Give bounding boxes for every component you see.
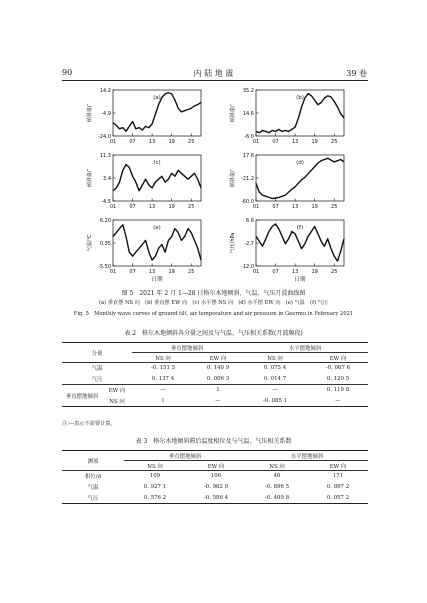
x-tick-label: 13 xyxy=(291,139,299,145)
table3-row-label: 气压 xyxy=(87,495,99,502)
figure-caption-cn: 图 5 2021 年 2 月 1—28 日格尔木地倾斜、气温、气压月波曲线图 xyxy=(121,290,306,297)
table3-subcol: EW 向 xyxy=(207,463,225,470)
table2 xyxy=(62,342,368,407)
table2-cell: 1 xyxy=(216,387,220,394)
y-axis-label: 气压/hPa xyxy=(230,232,236,254)
y-axis-label: 气温/℃ xyxy=(87,234,93,252)
series-line xyxy=(113,165,201,191)
table2-row-label: EW 向 xyxy=(108,388,126,395)
x-tick-label: 13 xyxy=(148,139,156,145)
table2-subcol: EW 向 xyxy=(329,355,347,362)
x-tick-label: 01 xyxy=(109,204,117,210)
x-tick-label: 13 xyxy=(291,269,299,275)
y-tick-label: -12.0 xyxy=(241,264,254,270)
table2-cell: 0. 120 5 xyxy=(326,375,350,382)
table3-cell: 0. 576 2 xyxy=(143,494,167,501)
y-tick-label: 17.6 xyxy=(242,153,254,159)
table3-cell: 109 xyxy=(149,473,161,480)
table3-cell: -0. 962 9 xyxy=(203,484,229,490)
table2-cell: 0. 006 3 xyxy=(206,375,230,382)
x-tick-label: 19 xyxy=(168,139,175,145)
table2-cell: — xyxy=(335,397,341,404)
table3-col-group1: 垂直摆地倾斜 xyxy=(124,451,246,461)
y-tick-label: 14.2 xyxy=(99,88,111,94)
x-tick-label: 01 xyxy=(252,204,260,210)
table2-subcol: NS 向 xyxy=(267,355,283,362)
y-tick-label: -5.50 xyxy=(98,264,111,270)
figure-legend-cn: (a) 垂直摆 NS 向 (b) 垂直摆 EW 向 (c) 水平摆 NS 向 (d) 水平摆 EW 向 (e) 气温 (f) 气压 xyxy=(98,300,329,306)
panel-label: (e) xyxy=(153,225,161,231)
x-axis-label: 日期 xyxy=(151,277,163,283)
table3 xyxy=(62,450,368,504)
table2-cell: — xyxy=(215,397,221,404)
table3-row-label: 气温 xyxy=(87,485,99,491)
panel-label: (d) xyxy=(296,160,304,166)
table2-cell: 0. 140 9 xyxy=(206,365,230,372)
figure-caption-en: Fig. 5 Monthly wave curves of ground tilt, air temperature and air pressure in Geermu in February 2021 xyxy=(73,311,354,317)
x-tick-label: 25 xyxy=(331,139,338,145)
y-tick-label: 11.3 xyxy=(99,153,111,159)
table2-row-label: 气压 xyxy=(91,376,103,383)
x-tick-label: 07 xyxy=(272,269,279,275)
y-tick-label: -4.5 xyxy=(101,199,111,205)
table2-cell: -0. 151 5 xyxy=(150,365,176,372)
panel-label: (f) xyxy=(296,225,304,231)
page-number: 90 xyxy=(62,68,73,77)
y-tick-label: 0.35 xyxy=(99,241,111,247)
x-tick-label: 19 xyxy=(311,269,318,275)
table2-cell: 0. 119 8 xyxy=(326,387,350,394)
table3-cell: 0. 927 1 xyxy=(143,484,167,490)
x-tick-label: 25 xyxy=(188,139,195,145)
table3-cell: -0. 409 8 xyxy=(264,494,290,501)
table2-cell: -0. 067 6 xyxy=(325,365,351,372)
x-tick-label: 13 xyxy=(291,204,299,210)
table3-row-label: 相位/d xyxy=(84,474,102,481)
y-axis-label: 倾斜量/″ xyxy=(87,168,93,188)
y-axis-label: 倾斜量/″ xyxy=(87,103,93,123)
x-tick-label: 19 xyxy=(168,204,175,210)
table3-cell: -0. 586 4 xyxy=(203,494,229,501)
journal-title: 内 陆 地 震 xyxy=(193,69,234,78)
x-tick-label: 25 xyxy=(188,269,195,275)
table3-cell: 0. 897 2 xyxy=(326,484,350,490)
table2-cell: — xyxy=(272,387,278,394)
table3-cell: 46 xyxy=(273,473,281,480)
table2-col-fenliang: 分量 xyxy=(62,343,132,363)
table2-cell: 0. 075 4 xyxy=(263,365,287,372)
y-tick-label: 6.20 xyxy=(99,218,111,224)
y-axis-label: 倾斜量/″ xyxy=(230,168,236,188)
y-tick-label: -21.2 xyxy=(241,176,254,182)
table2-cell: — xyxy=(160,387,166,394)
table3-col-label: 测项 xyxy=(62,451,124,471)
x-tick-label: 13 xyxy=(148,269,156,275)
x-tick-label: 19 xyxy=(311,139,318,145)
x-tick-label: 25 xyxy=(331,269,338,275)
table2-title: 表 2 格尔木地倾斜各分量之间及与气温、气压相关系数(月波频段) xyxy=(124,330,303,337)
y-tick-label: 35.2 xyxy=(242,88,254,94)
y-tick-label: 14.6 xyxy=(242,111,254,117)
table2-row-label: 气温 xyxy=(91,366,103,373)
table3-subcol: EW 向 xyxy=(329,463,347,470)
x-tick-label: 07 xyxy=(129,139,136,145)
table-row xyxy=(62,363,368,374)
x-tick-label: 19 xyxy=(168,269,175,275)
y-tick-label: -4.9 xyxy=(101,111,111,117)
panel-label: (b) xyxy=(296,95,304,101)
table3-subcol: NS 向 xyxy=(269,463,285,470)
x-tick-label: 25 xyxy=(331,204,338,210)
x-tick-label: 07 xyxy=(272,204,279,210)
table2-cell: 0. 137 4 xyxy=(151,375,175,382)
table3-cell: 0. 057 2 xyxy=(326,494,350,501)
table-row xyxy=(62,385,368,396)
x-tick-label: 19 xyxy=(311,204,318,210)
table3-cell: 171 xyxy=(332,473,344,480)
y-tick-label: -60.0 xyxy=(241,199,254,205)
table2-cell: 0. 014 7 xyxy=(263,375,287,382)
x-axis-label: 日期 xyxy=(294,277,306,283)
y-tick-label: -24.0 xyxy=(98,134,111,140)
panel-label: (a) xyxy=(153,95,161,101)
panel-label: (c) xyxy=(153,160,161,166)
y-axis-label: 倾斜量/″ xyxy=(230,103,236,123)
y-tick-label: 6.6 xyxy=(246,218,254,224)
figure-5-panels xyxy=(0,82,427,367)
table3-title: 表 3 格尔木地倾斜滞后温度相位及与气温、气压相关系数 xyxy=(135,438,292,445)
table2-row-group: 垂直摆地倾斜 xyxy=(62,385,102,407)
table2-col-group2: 水平摆地倾斜 xyxy=(242,343,368,353)
table2-subcol: NS 向 xyxy=(155,355,171,362)
table2-subcol: EW 向 xyxy=(209,355,227,362)
table-row xyxy=(62,396,368,407)
x-tick-label: 01 xyxy=(109,269,117,275)
table2-row-label: NS 向 xyxy=(109,398,125,405)
table2-cell: -0. 085 1 xyxy=(262,397,288,404)
x-tick-label: 07 xyxy=(272,139,279,145)
volume-label: 39 卷 xyxy=(346,69,367,78)
table3-subcol: NS 向 xyxy=(147,463,163,470)
table2-note: 注:—表示不需要计算。 xyxy=(62,421,116,427)
table-row xyxy=(62,471,368,482)
x-tick-label: 01 xyxy=(252,269,260,275)
table-row xyxy=(62,493,368,504)
table-row xyxy=(62,482,368,493)
table-row xyxy=(62,374,368,385)
y-tick-label: -2.7 xyxy=(244,241,254,247)
table3-cell: 106 xyxy=(210,473,222,480)
x-tick-label: 01 xyxy=(109,139,117,145)
y-tick-label: -6.0 xyxy=(244,134,254,140)
header-rule xyxy=(62,80,368,81)
x-tick-label: 07 xyxy=(129,269,136,275)
table3-col-group2: 水平摆地倾斜 xyxy=(246,451,368,461)
x-tick-label: 13 xyxy=(148,204,156,210)
table2-cell: 1 xyxy=(161,397,165,404)
y-tick-label: 3.4 xyxy=(103,176,111,182)
x-tick-label: 25 xyxy=(188,204,195,210)
x-tick-label: 07 xyxy=(129,204,136,210)
table2-col-group1: 垂直摆地倾斜 xyxy=(132,343,242,353)
table3-cell: -0. 896 5 xyxy=(264,484,290,490)
x-tick-label: 01 xyxy=(252,139,260,145)
